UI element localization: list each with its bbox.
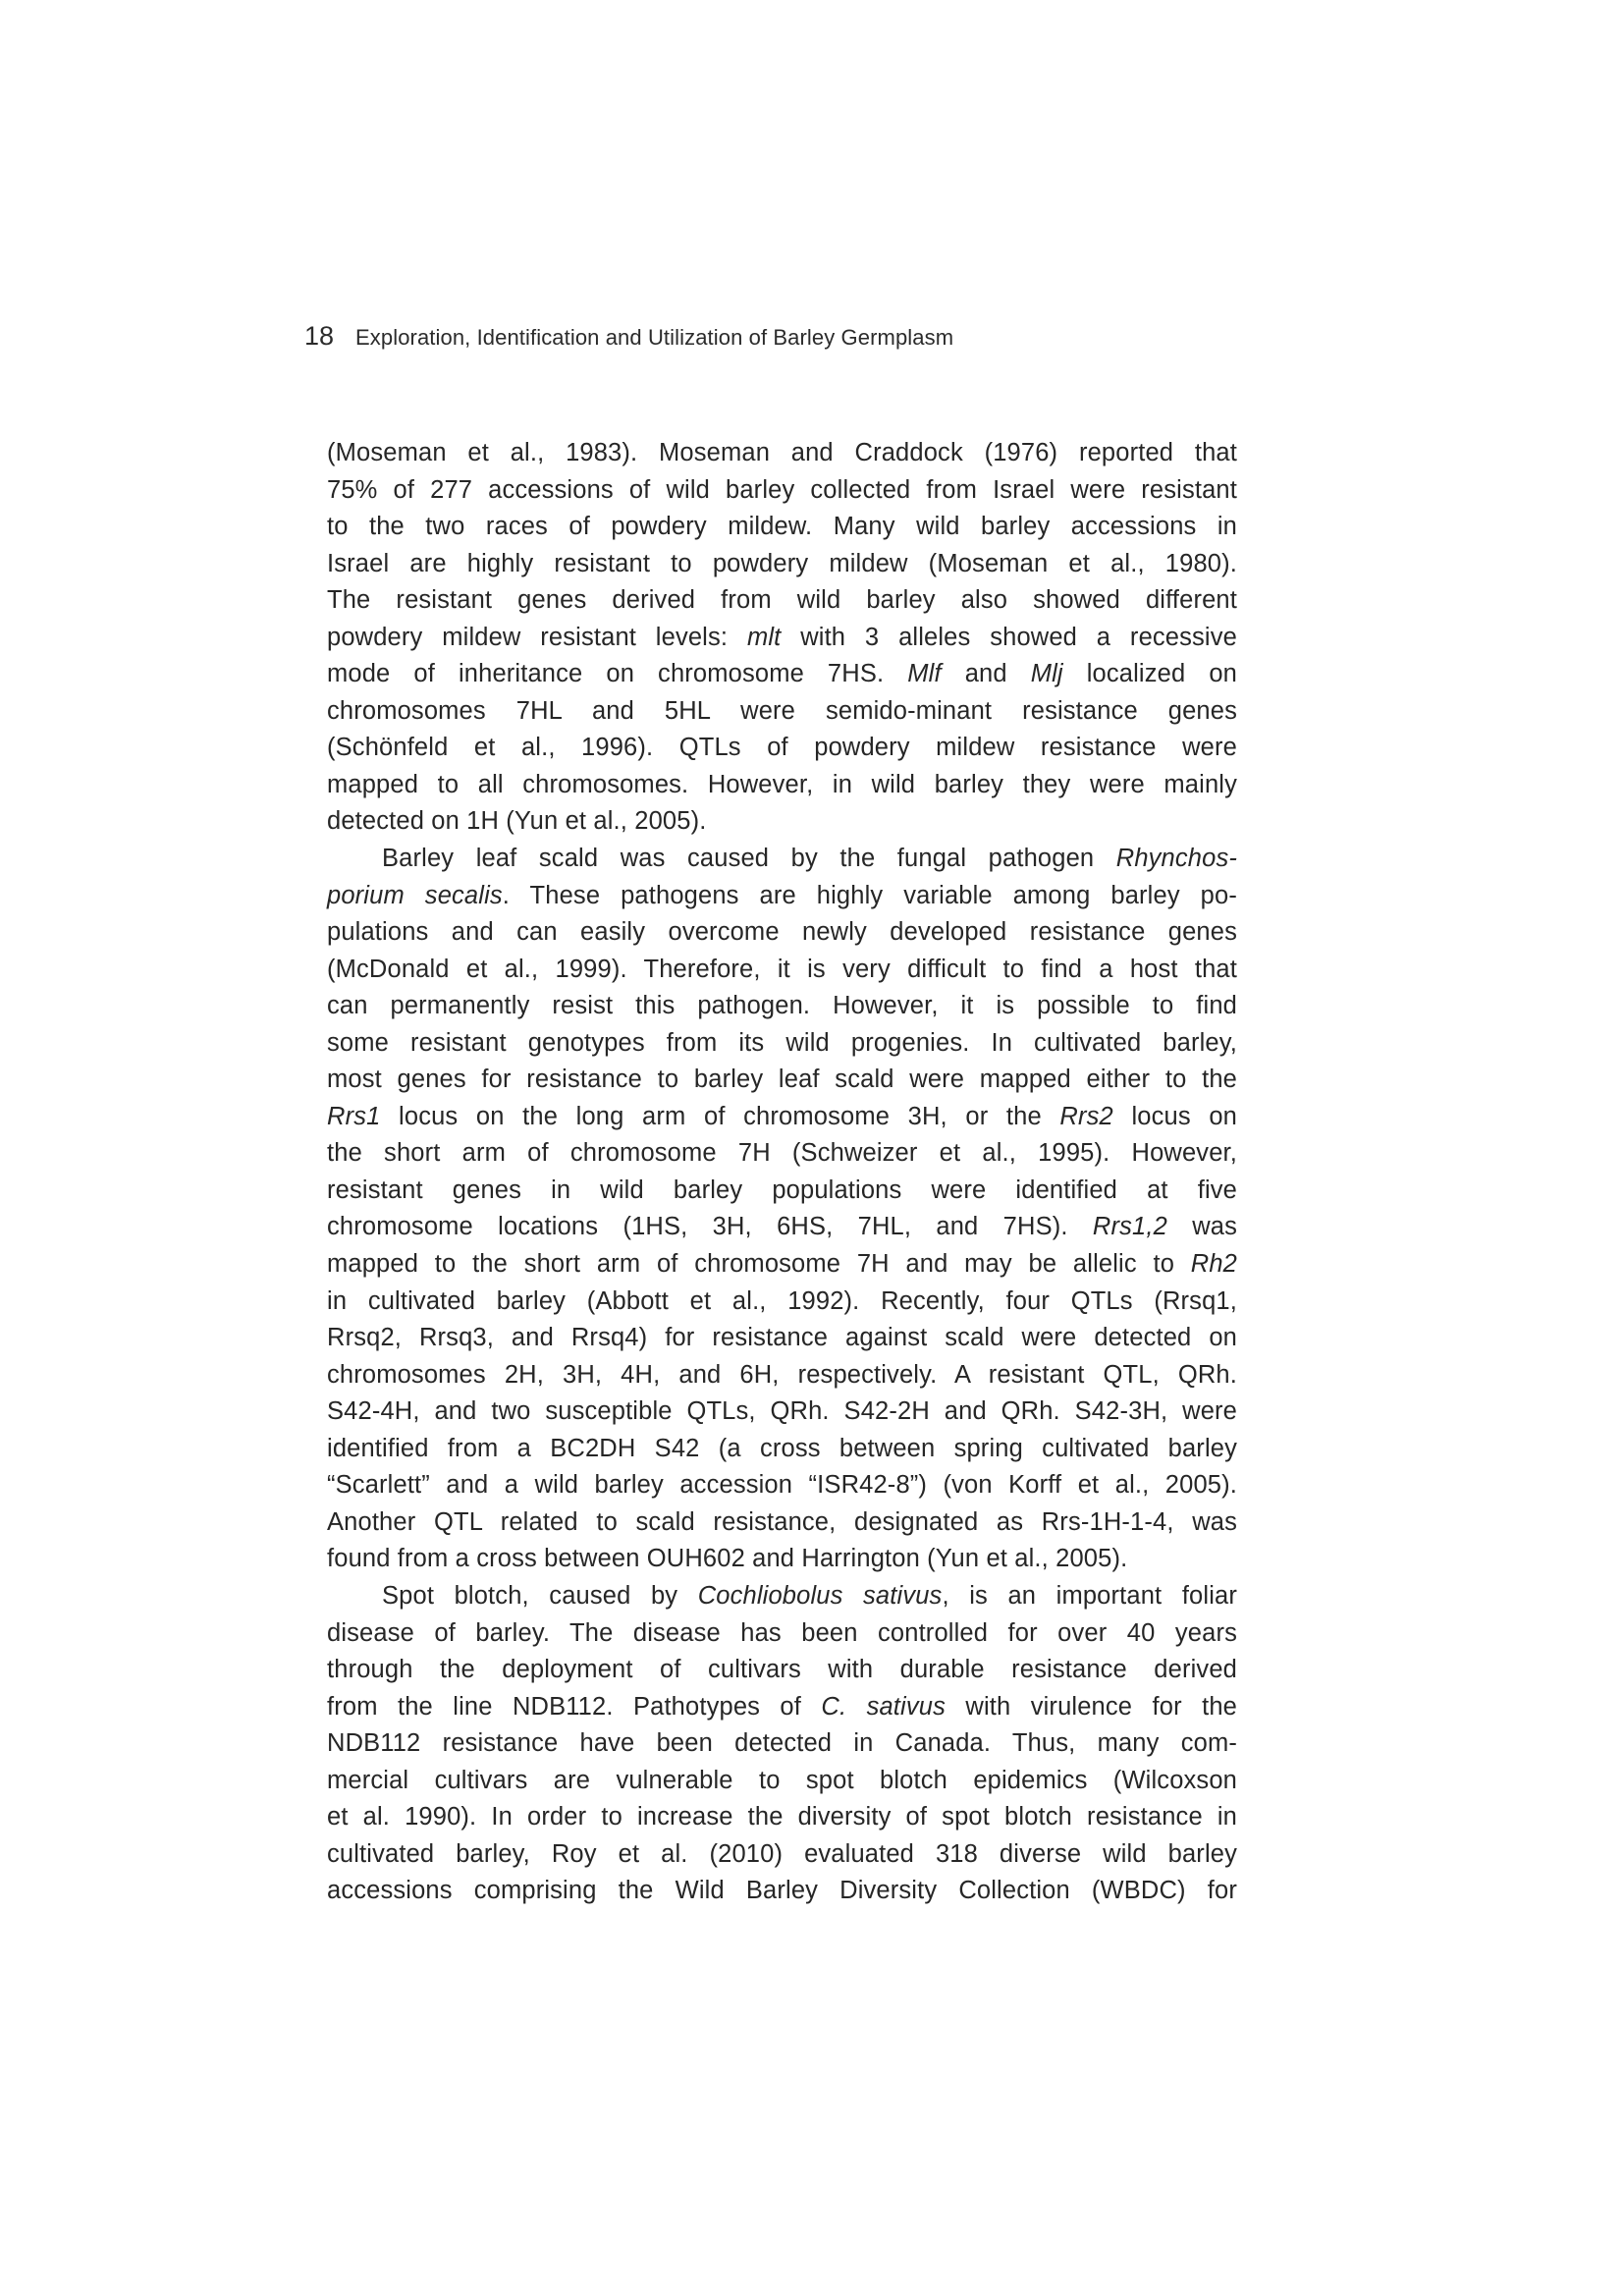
text-line: disease of barley. The disease has been controlled for over 40 years	[327, 1618, 1237, 1647]
text-line: mode of inheritance on chromosome 7HS. Mlf and Mlj localized on	[327, 660, 1237, 688]
text-line: most genes for resistance to barley leaf scald were mapped either to the	[327, 1066, 1237, 1094]
text-line: “Scarlett” and a wild barley accession “ISR42-8”) (von Korff et al., 2005).	[327, 1471, 1237, 1500]
paragraph-spot-blotch	[327, 1578, 1237, 1910]
text-line: identified from a BC2DH S42 (a cross between spring cultivated barley	[327, 1434, 1237, 1462]
text-line: Rrs1 locus on the long arm of chromosome 3H, or the Rrs2 locus on	[327, 1102, 1237, 1130]
text-line: pulations and can easily overcome newly developed resistance genes	[327, 918, 1237, 947]
text-line: the short arm of chromosome 7H (Schweizer et al., 1995). However,	[327, 1139, 1237, 1168]
running-header	[304, 322, 953, 355]
text-line: mapped to the short arm of chromosome 7H and may be allelic to Rh2	[327, 1250, 1237, 1279]
text-line: chromosomes 2H, 3H, 4H, and 6H, respectively. A resistant QTL, QRh.	[327, 1360, 1237, 1389]
text-line: Spot blotch, caused by Cochliobolus sativus, is an important foliar	[382, 1581, 1237, 1610]
text-line: powdery mildew resistant levels: mlt with 3 alleles showed a recessive	[327, 623, 1237, 651]
text-line: porium secalis. These pathogens are highly variable among barley po-	[327, 881, 1237, 909]
text-line: 75% of 277 accessions of wild barley collected from Israel were resistant	[327, 475, 1237, 504]
text-line: can permanently resist this pathogen. However, it is possible to find	[327, 992, 1237, 1020]
book-title: Exploration, Identification and Utilization of Barley Germplasm	[355, 325, 954, 350]
text-line: detected on 1H (Yun et al., 2005).	[327, 807, 707, 836]
text-line: (Moseman et al., 1983). Moseman and Craddock (1976) reported that	[327, 439, 1237, 466]
text-line: (Schönfeld et al., 1996). QTLs of powdery mildew resistance were	[327, 734, 1237, 762]
text-line: Barley leaf scald was caused by the fungal pathogen Rhynchos-	[382, 845, 1237, 873]
text-line: The resistant genes derived from wild barley also showed different	[327, 586, 1237, 615]
text-line: Another QTL related to scald resistance, designated as Rrs-1H-1-4, was	[327, 1507, 1237, 1536]
text-line: et al. 1990). In order to increase the diversity of spot blotch resistance in	[327, 1803, 1237, 1831]
text-line: Israel are highly resistant to powdery mildew (Moseman et al., 1980).	[327, 549, 1237, 577]
text-line: accessions comprising the Wild Barley Diversity Collection (WBDC) for	[327, 1877, 1237, 1905]
text-line: mapped to all chromosomes. However, in wild barley they were mainly	[327, 770, 1237, 798]
text-line: chromosomes 7HL and 5HL were semido-minant resistance genes	[327, 696, 1237, 725]
text-line: S42-4H, and two susceptible QTLs, QRh. S42-2H and QRh. S42-3H, were	[327, 1397, 1237, 1426]
text-line: from the line NDB112. Pathotypes of C. sativus with virulence for the	[327, 1692, 1237, 1721]
text-line: Rrsq2, Rrsq3, and Rrsq4) for resistance against scald were detected on	[327, 1324, 1237, 1352]
text-line: some resistant genotypes from its wild progenies. In cultivated barley,	[327, 1028, 1237, 1057]
paragraph-leaf-scald	[327, 841, 1237, 1578]
text-line: (McDonald et al., 1999). Therefore, it is very difficult to find a host that	[327, 955, 1237, 983]
page-number: 18	[304, 321, 335, 351]
text-line: resistant genes in wild barley populations were identified at five	[327, 1175, 1237, 1204]
text-line: chromosome locations (1HS, 3H, 6HS, 7HL, and 7HS). Rrs1,2 was	[327, 1213, 1237, 1241]
text-line: NDB112 resistance have been detected in Canada. Thus, many com-	[327, 1729, 1237, 1758]
text-line: through the deployment of cultivars with durable resistance derived	[327, 1656, 1237, 1684]
text-line: to the two races of powdery mildew. Many wild barley accessions in	[327, 513, 1237, 541]
text-line: found from a cross between OUH602 and Harrington (Yun et al., 2005).	[327, 1545, 1128, 1573]
text-line: in cultivated barley (Abbott et al., 1992). Recently, four QTLs (Rrsq1,	[327, 1286, 1237, 1315]
text-line: cultivated barley, Roy et al. (2010) evaluated 318 diverse wild barley	[327, 1839, 1237, 1868]
body-text	[327, 435, 1237, 1910]
paragraph-powdery-mildew	[327, 435, 1237, 841]
text-line: mercial cultivars are vulnerable to spot blotch epidemics (Wilcoxson	[327, 1766, 1237, 1794]
